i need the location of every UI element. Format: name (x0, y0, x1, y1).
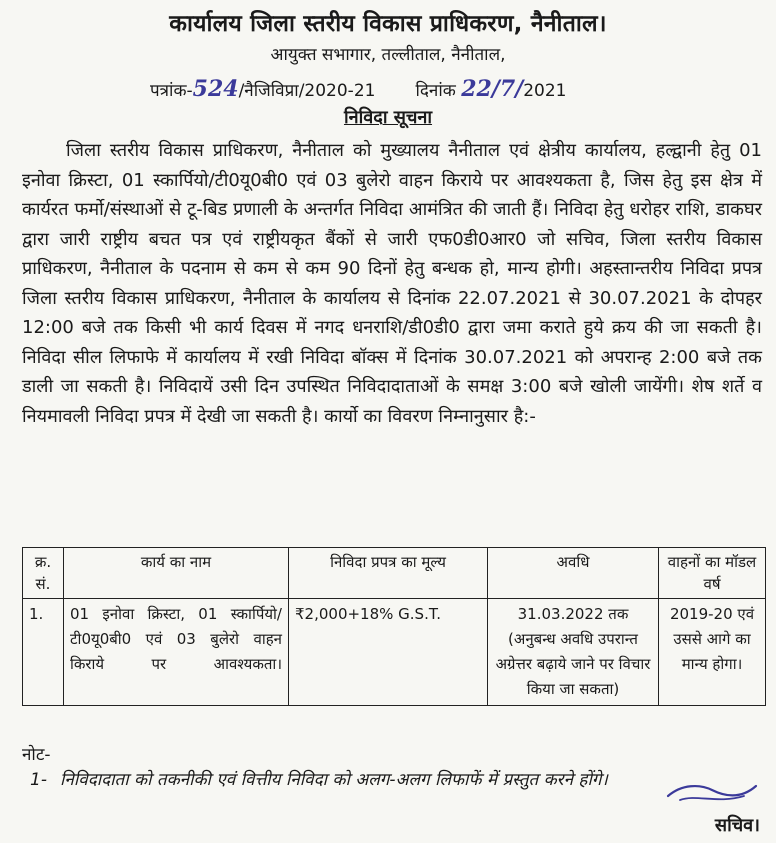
notice-body-text: जिला स्तरीय विकास प्राधिकरण, नैनीताल को मुख्यालय नैनीताल एवं क्षेत्रीय कार्यालय, हल्द्वानी हेतु 01 इनोवा क्रिस्टा, 01 स्कार्पियो/टी0यू0बी0 एवं 03 बुलेरो वाहन किराये पर आवश्यकता है, जिस हेतु इस क्षेत्र में कार्यरत फर्मो/संस्थाओं से टू-बिड प्रणाली के अन्तर्गत निविदा आमंत्रित की जाती हैं। निविदा हेतु धरोहर राशि, डाकघर द्वारा जारी राष्ट्रीय बचत पत्र एवं राष्ट्रीयकृत बैंकों से जारी एफ0डी0आर0 जो सचिव, जिला स्तरीय विकास प्राधिकरण, नैनीताल के पदनाम से कम से कम 90 दिनों हेतु बन्धक हो, मान्य होगी। अहस्तान्तरीय निविदा प्रपत्र जिला स्तरीय विकास प्राधिकरण, नैनीताल के कार्यालय से दिनांक 22.07.2021 से 30.07.2021 के दोपहर 12:00 बजे तक किसी भी कार्य दिवस में नगद धनराशि/डी0डी0 द्वारा जमा कराते हुये क्रय की जा सकती है। निविदा सील लिफाफे में कार्यालय में रखी निविदा बॉक्स में दिनांक 30.07.2021 को अपरान्ह 2:00 बजे तक डाली जा सकती है। निविदायें उसी दिन उपस्थित निविदादाताओं के समक्ष 3:00 बजे खोली जायेंगी। शेष शर्ते व नियमावली निविदा प्रपत्र में देखी जा सकती है। कार्यो का विवरण निम्नानुसार है:- (22, 140, 762, 427)
table-row (23, 599, 766, 706)
date-label: दिनांक (415, 81, 456, 101)
header-form-price: निविदा प्रपत्र का मूल्य (289, 548, 488, 599)
letter-number-handwritten: 524 (192, 76, 239, 102)
works-table (22, 547, 766, 706)
signatory-designation: सचिव। (714, 815, 760, 836)
date-year: 2021 (523, 81, 567, 101)
note-item (30, 766, 766, 794)
cell-form-price: ₹2,000+18% G.S.T. (289, 599, 488, 706)
letter-number-prefix: पत्रांक- (150, 81, 193, 101)
note-label: नोट- (22, 745, 51, 765)
header-serial: क्र. सं. (23, 548, 64, 599)
notice-body (22, 136, 762, 431)
cell-serial: 1. (23, 599, 64, 706)
cell-work-name: 01 इनोवा क्रिस्टा, 01 स्कार्पियो/टी0यू0बी0 एवं 03 बुलेरो वाहन किराये पर आवश्यकता। (64, 599, 289, 706)
date-handwritten: 22/7/ (461, 76, 524, 102)
office-title: कार्यालय जिला स्तरीय विकास प्राधिकरण, नैनीताल। (169, 11, 607, 37)
header-model-year: वाहनों का मॉडल वर्ष (659, 548, 766, 599)
cell-period: 31.03.2022 तक (अनुबन्ध अवधि उपरान्त अग्रेत्तर बढ़ाये जाने पर विचार किया जा सकता) (488, 599, 659, 706)
letter-number-suffix: /नैजिविप्रा/2020-21 (238, 81, 376, 101)
notice-heading: निविदा सूचना (343, 107, 433, 128)
signature-scribble (662, 778, 762, 808)
cell-model-year: 2019-20 एवं उससे आगे का मान्य होगा। (659, 599, 766, 706)
table-header-row (23, 548, 766, 599)
note-item-number: 1- (30, 770, 47, 790)
header-work-name: कार्य का नाम (64, 548, 289, 599)
office-address: आयुक्त सभागार, तल्लीताल, नैनीताल, (270, 45, 506, 65)
note-item-text: निविदादाता को तकनीकी एवं वित्तीय निविदा को अलग-अलग लिफाफें में प्रस्तुत करने होंगे। (60, 770, 608, 790)
header-period: अवधि (488, 548, 659, 599)
reference-line (150, 76, 670, 102)
